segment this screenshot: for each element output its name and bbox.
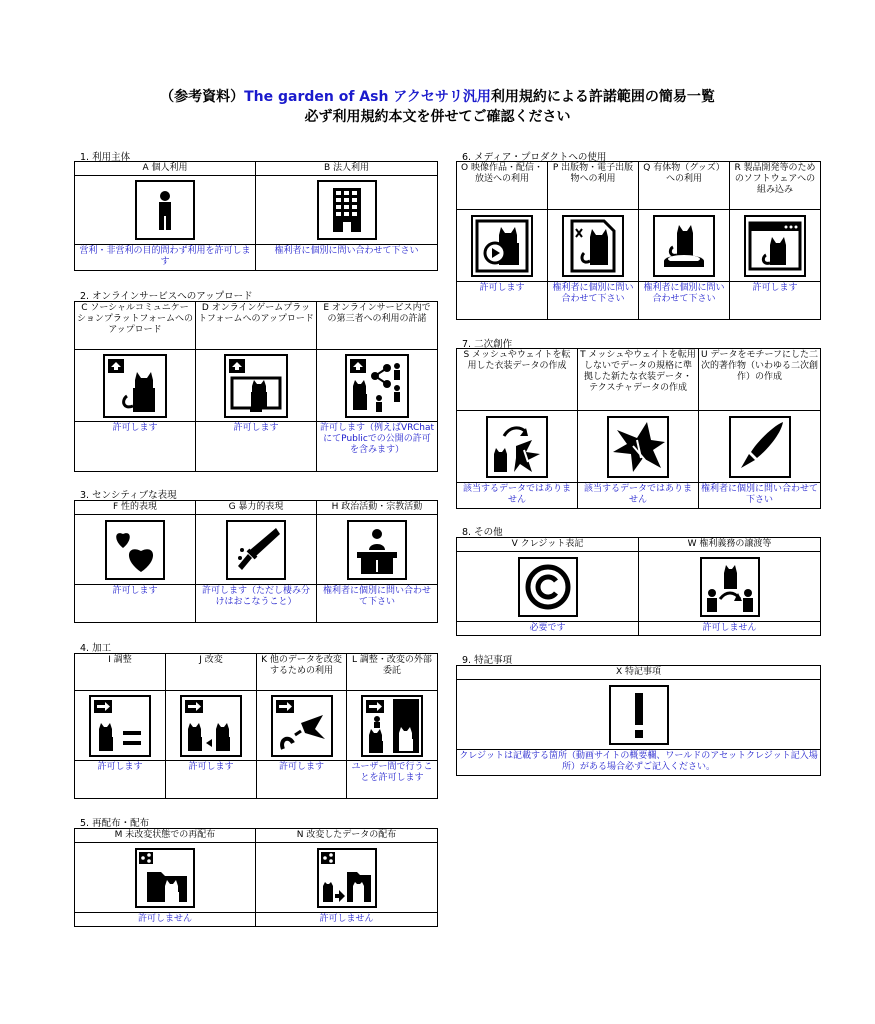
response-k: 許可します (257, 761, 347, 799)
response-t: 該当するデータではありません (578, 483, 699, 509)
header-p: P 出版物・電子出版物への利用 (548, 162, 639, 210)
section-3-table (74, 500, 438, 623)
response-u: 権利者に個別に問い合わせて下さい (699, 483, 821, 509)
response-b: 権利者に個別に問い合わせて下さい (256, 245, 438, 271)
header-d: D オンラインゲームプラットフォームへのアップロード (196, 302, 317, 350)
outsource-icon (361, 695, 423, 757)
software-icon (744, 215, 806, 277)
header-o: O 映像作品・配信・放送への利用 (457, 162, 548, 210)
response-n: 許可しません (256, 913, 438, 927)
header-h: H 政治活動・宗教活動 (317, 501, 438, 515)
section-6-label: 6. メディア・プロダクトへの使用 (462, 152, 607, 163)
section-1-label: 1. 利用主体 (80, 152, 131, 163)
header-x: X 特記事項 (457, 666, 821, 680)
section-7-label: 7. 二次創作 (462, 339, 513, 350)
section-4-label: 4. 加工 (80, 643, 112, 654)
adjust-icon (89, 695, 151, 757)
header-s: S メッシュやウェイトを転用した衣装データの作成 (457, 349, 578, 411)
response-w: 許可しません (639, 622, 821, 636)
response-o: 許可します (457, 282, 548, 320)
video-icon (471, 215, 533, 277)
response-h: 権利者に個別に問い合わせて下さい (317, 585, 438, 623)
section-5-table (74, 828, 438, 927)
section-8-table (456, 537, 821, 636)
header-u: U データをモチーフにした二次的著作物（いわゆる二次創作）の作成 (699, 349, 821, 411)
response-i: 許可します (75, 761, 166, 799)
podium-icon (347, 520, 407, 580)
header-v: V クレジット表記 (457, 538, 639, 552)
response-s: 該当するデータではありません (457, 483, 578, 509)
header-k: K 他のデータを改変するための利用 (257, 654, 347, 691)
response-p: 権利者に個別に問い合わせて下さい (548, 282, 639, 320)
transfer-rights-icon (700, 557, 760, 617)
section-6-table (456, 161, 821, 320)
distribute-modified-icon (317, 848, 377, 908)
publication-icon (562, 215, 624, 277)
response-j: 許可します (166, 761, 257, 799)
response-e: 許可します（例えばVRChatにてPublicでの公開の許可を含みます） (317, 422, 438, 472)
header-w: W 権利義務の譲渡等 (639, 538, 821, 552)
header-r: R 製品開発等のためのソフトウェアへの組み込み (730, 162, 821, 210)
header-f: F 性的表現 (75, 501, 196, 515)
title-prefix: （参考資料） (160, 89, 245, 105)
response-a: 営利・非営利の目的問わず利用を許可します (75, 245, 256, 271)
page-subtitle: 必ず利用規約本文を併せてご確認ください (304, 109, 571, 125)
response-l: ユーザー間で行うことを許可します (347, 761, 438, 799)
knife-icon (226, 520, 286, 580)
mesh-transfer-icon (486, 416, 548, 478)
title-product: The garden of Ash アクセサリ汎用 (244, 89, 491, 105)
response-g: 許可します（ただし棲み分けはおこなうこと） (196, 585, 317, 623)
section-4-table (74, 653, 438, 799)
header-q: Q 有体物（グッズ）への利用 (639, 162, 730, 210)
header-t: T メッシュやウェイトを転用しないでデータの規格に準拠した新たな衣装データ・テクスチャデータの作成 (578, 349, 699, 411)
header-l: L 調整・改変の外部委託 (347, 654, 438, 691)
header-g: G 暴力的表現 (196, 501, 317, 515)
person-icon (135, 180, 195, 240)
transfer-icon (271, 695, 333, 757)
hearts-icon (105, 520, 165, 580)
header-m: M 未改変状態での再配布 (75, 829, 256, 843)
goods-icon (653, 215, 715, 277)
share-people-icon (345, 354, 409, 418)
header-a: A 個人利用 (75, 162, 256, 176)
response-c: 許可します (75, 422, 196, 472)
section-7-table (456, 348, 821, 509)
section-2-label: 2. オンラインサービスへのアップロード (80, 291, 253, 302)
building-icon (317, 180, 377, 240)
header-b: B 法人利用 (256, 162, 438, 176)
header-i: I 調整 (75, 654, 166, 691)
section-1-table (74, 161, 438, 271)
section-3-label: 3. センシティブな表現 (80, 490, 177, 501)
response-x: クレジットは記載する箇所（動画サイトの概要欄、ワールドのアセットクレジット記入場所）がある場合必ずご記入ください。 (457, 750, 821, 776)
pen-icon (729, 416, 791, 478)
modify-icon (180, 695, 242, 757)
section-9-table (456, 665, 821, 776)
response-q: 権利者に個別に問い合わせて下さい (639, 282, 730, 320)
header-n: N 改変したデータの配布 (256, 829, 438, 843)
upload-monitor-cat-icon (224, 354, 288, 418)
response-m: 許可しません (75, 913, 256, 927)
response-v: 必要です (457, 622, 639, 636)
response-d: 許可します (196, 422, 317, 472)
section-8-label: 8. その他 (462, 527, 503, 538)
copyright-icon (518, 557, 578, 617)
upload-cat-icon (103, 354, 167, 418)
header-c: C ソーシャルコミュニケーションプラットフォームへのアップロード (75, 302, 196, 350)
header-e: E オンラインサービス内での第三者への利用の許諾 (317, 302, 438, 350)
response-f: 許可します (75, 585, 196, 623)
section-9-label: 9. 特記事項 (462, 655, 513, 666)
title-suffix: 利用規約による許諾範囲の簡易一覧 (490, 89, 715, 105)
header-j: J 改変 (166, 654, 257, 691)
response-r: 許可します (730, 282, 821, 320)
section-2-table (74, 301, 438, 472)
exclamation-icon (609, 685, 669, 745)
redistribute-icon (135, 848, 195, 908)
page-title (0, 86, 875, 106)
section-5-label: 5. 再配布・配布 (80, 818, 150, 829)
new-data-icon (607, 416, 669, 478)
